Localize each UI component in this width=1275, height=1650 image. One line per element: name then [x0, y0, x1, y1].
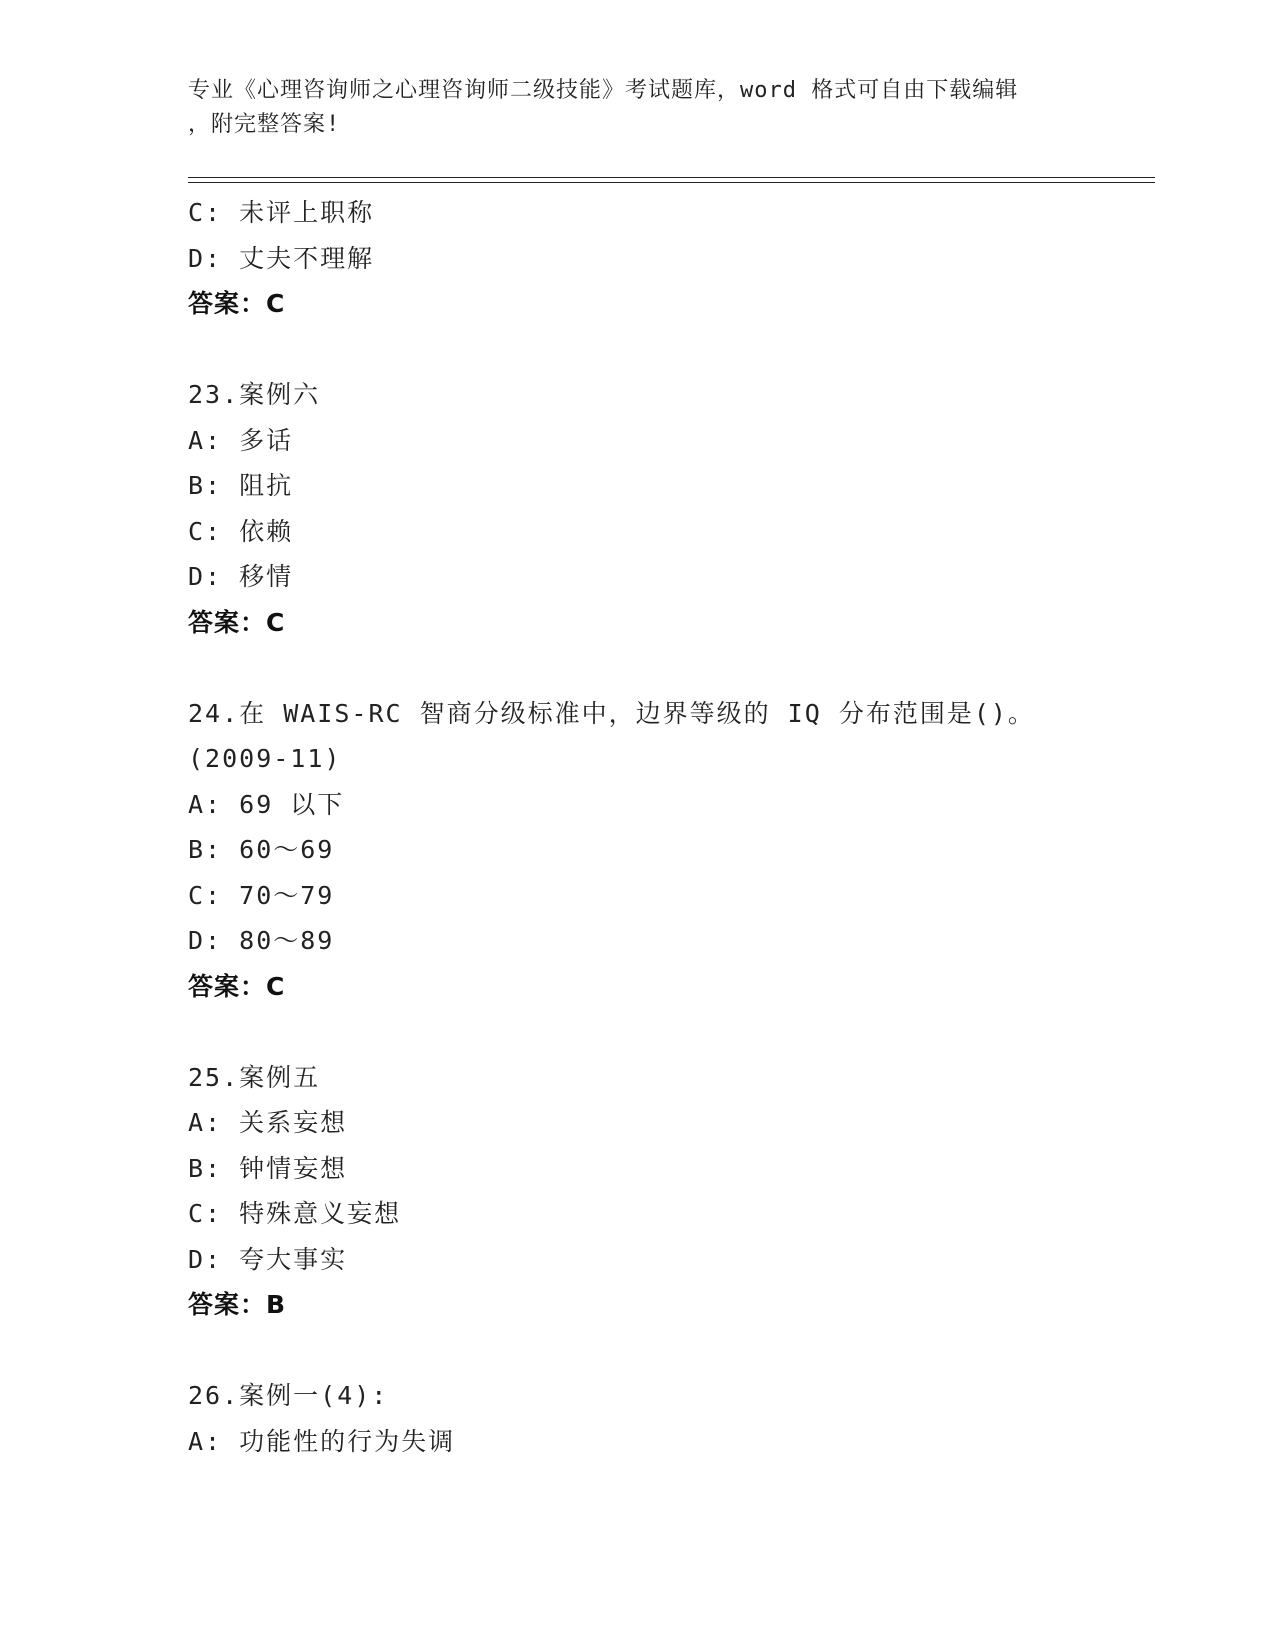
header-line-1: 专业《心理咨询师之心理咨询师二级技能》考试题库，word 格式可自由下载编辑	[188, 78, 1019, 103]
option-b: B: 钟情妄想	[188, 1153, 348, 1183]
option-c: C: 未评上职称	[188, 198, 375, 227]
option-d: D: 夸大事实	[188, 1244, 348, 1274]
option-a: A: 功能性的行为失调	[188, 1426, 456, 1456]
answer-line: 答案：C	[188, 289, 286, 318]
option-d: D: 80～89	[188, 926, 335, 955]
question-22-continued	[188, 190, 1148, 327]
question-stem-continued: (2009-11)	[188, 744, 342, 773]
spacer	[188, 1009, 1148, 1055]
question-list	[188, 190, 1148, 1464]
option-c: C: 依赖	[188, 516, 294, 546]
question-stem: 24.在 WAIS-RC 智商分级标准中，边界等级的 IQ 分布范围是()。	[188, 698, 1035, 728]
document-header	[188, 74, 1088, 142]
option-d: D: 移情	[188, 562, 294, 591]
answer-line: 答案：C	[188, 607, 286, 637]
header-line-2: ，附完整答案!	[188, 112, 341, 137]
option-b: B: 阻抗	[188, 471, 294, 500]
spacer	[188, 327, 1148, 373]
question-stem: 25.案例五	[188, 1062, 321, 1092]
option-a: A: 多话	[188, 425, 294, 455]
question-25	[188, 1055, 1148, 1328]
option-a: A: 关系妄想	[188, 1108, 348, 1137]
spacer	[188, 645, 1148, 691]
header-divider-top	[188, 177, 1155, 178]
question-26	[188, 1373, 1148, 1464]
option-d: D: 丈夫不理解	[188, 243, 375, 273]
spacer	[188, 1328, 1148, 1374]
question-stem: 26.案例一(4):	[188, 1381, 389, 1410]
answer-line: 答案：B	[188, 1290, 287, 1319]
question-stem: 23.案例六	[188, 380, 321, 409]
option-c: C: 70～79	[188, 880, 335, 910]
question-23	[188, 372, 1148, 645]
option-c: C: 特殊意义妄想	[188, 1199, 402, 1228]
option-b: B: 60～69	[188, 835, 335, 864]
answer-line: 答案：C	[188, 971, 286, 1001]
header-divider-bottom	[188, 182, 1155, 183]
question-24	[188, 691, 1148, 1010]
option-a: A: 69 以下	[188, 789, 345, 819]
